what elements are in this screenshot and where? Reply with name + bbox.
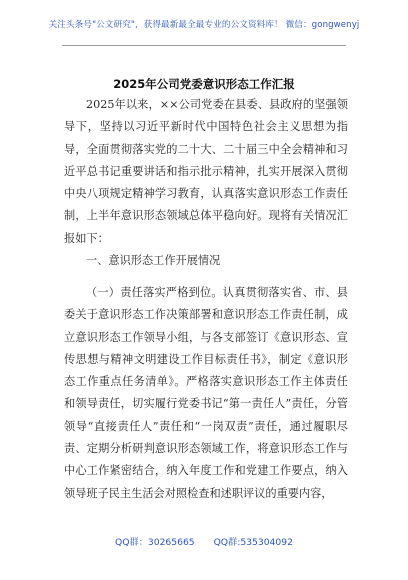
footer-qq-1[interactable]: QQ群：30265665	[115, 537, 195, 548]
document-title: 2025年公司党委意识形态工作汇报	[113, 77, 295, 91]
footer-qq-2[interactable]: QQ群:535304092	[213, 537, 293, 548]
intro-paragraph: 2025年以来，××公司党委在县委、县政府的坚强领导下，坚持以习近平新时代中国特色社会主义思想为指导，全面贯彻落实党的二十大、二十届三中全会精神和习近平总书记重要讲话和指示批示精神，扎实开展深入贯彻中央八项规定精神学习教育，认真落实意识形态工作责任制，上半年意识形态领域总体平稳向好。现将有关情况汇报如下：	[64, 98, 348, 245]
footer-qq-groups	[0, 534, 408, 548]
body-paragraph-1: （一）责任落实严格到位。认真贯彻落实省、市、县委关于意识形态工作决策部署和意识形态工作责任制，成立意识形态工作领导小组，与各支部签订《意识形态、宣传思想与精神文明建设工作目标责任书》，制定《意识形态工作重点任务清单》。严格落实意识形态工作主体责任和领导责任，切实履行党委书记“第一责任人”责任，分管领导“直接责任人”责任和“一岗双责”责任，通过履职尽责、定期分析研判意识形态领域工作，将意识形态工作与中心工作紧密结合，纳入年度工作和党建工作要点，纳入领导班子民主生活会对照检查和述职评议的重要内容，	[64, 286, 348, 500]
section-heading-1: 一、意识形态工作开展情况	[86, 254, 221, 267]
header-divider	[62, 45, 346, 46]
promo-header[interactable]: 关注头条号"公文研究"，获得最新最全最专业的公文资料库！ 微信：gongwenyj	[48, 20, 360, 30]
